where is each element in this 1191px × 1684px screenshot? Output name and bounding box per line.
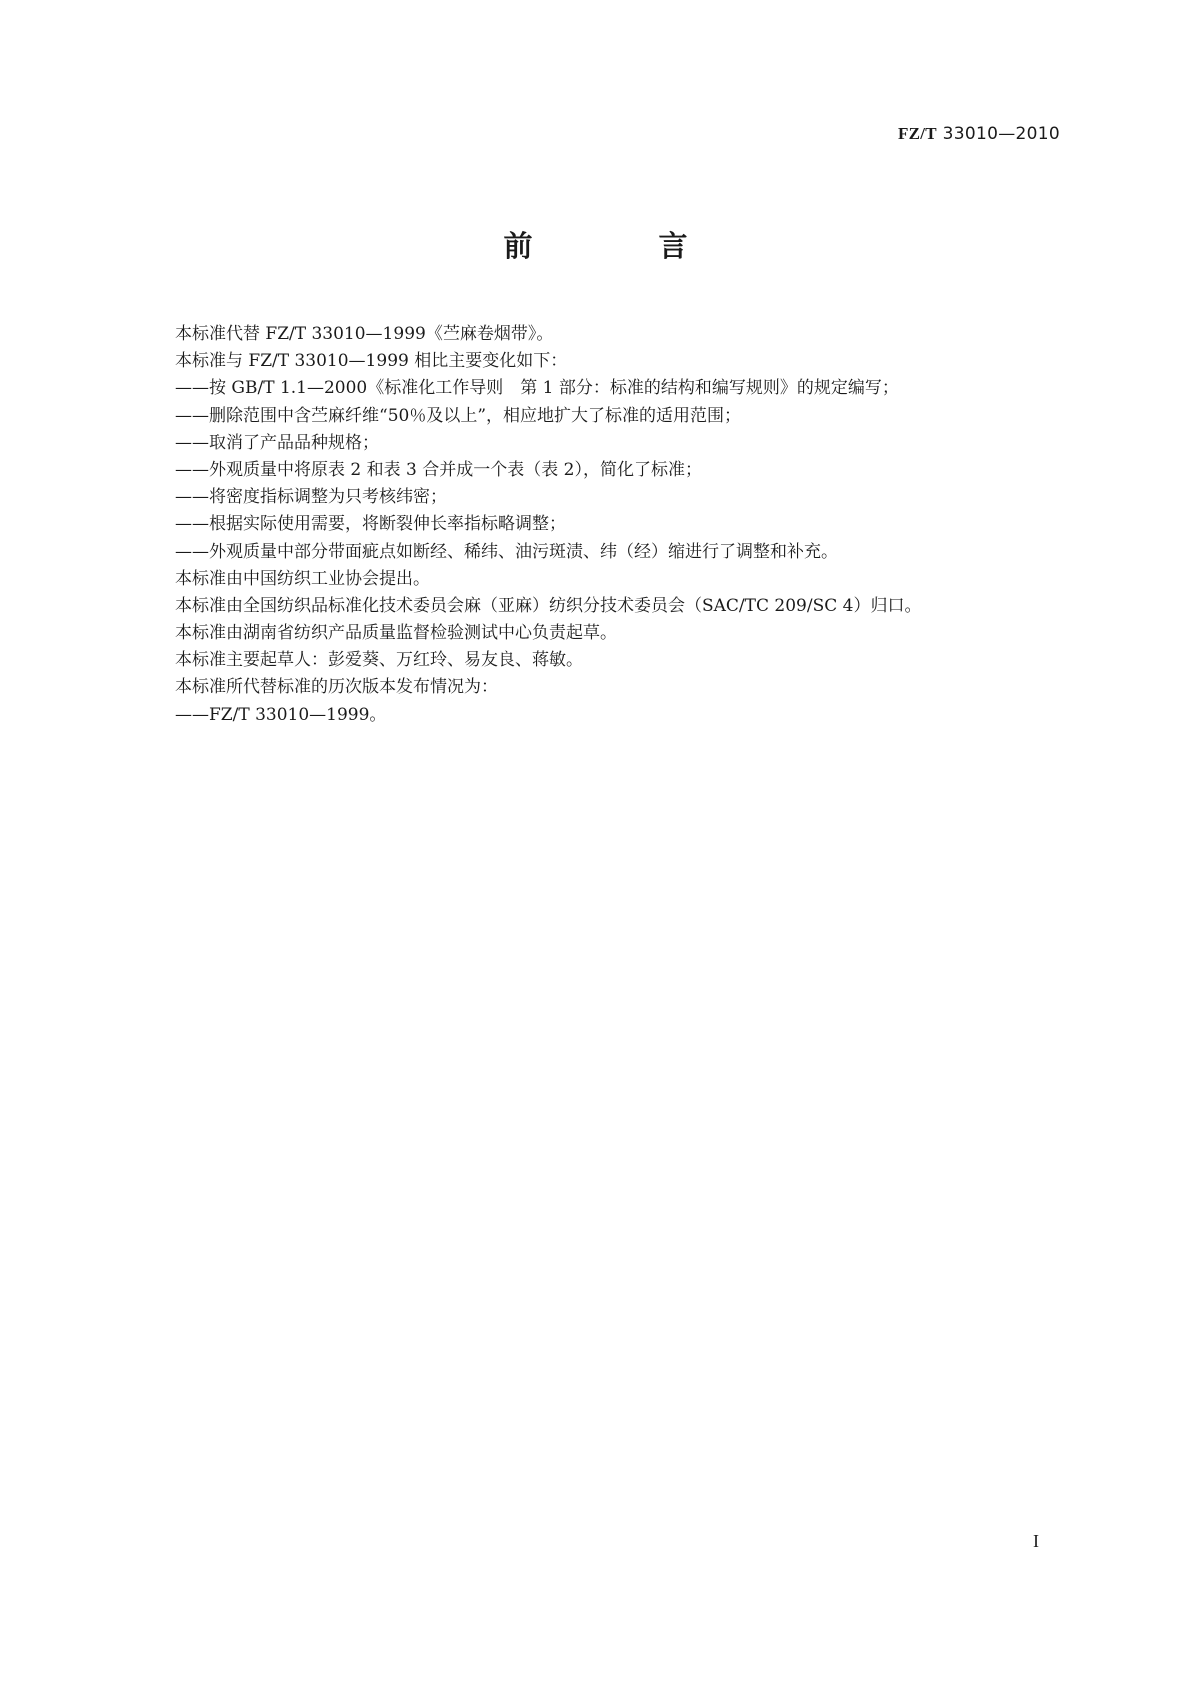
foreword-line: ——外观质量中部分带面疵点如断经、稀纬、油污斑渍、纬（经）缩进行了调整和补充。 — [175, 541, 838, 562]
standard-code-number: 33010—2010 — [942, 124, 1060, 144]
foreword-body — [175, 321, 1075, 729]
foreword-line: 本标准与 FZ/T 33010—1999 相比主要变化如下： — [175, 351, 568, 372]
foreword-line: 本标准所代替标准的历次版本发布情况为： — [175, 677, 498, 698]
foreword-line: ——按 GB/T 1.1—2000《标准化工作导则 第 1 部分：标准的结构和编写规则》的规定编写； — [175, 378, 899, 399]
foreword-line: ——根据实际使用需要，将断裂伸长率指标略调整； — [175, 514, 566, 535]
foreword-line: ——将密度指标调整为只考核纬密； — [175, 487, 447, 508]
foreword-line: 本标准代替 FZ/T 33010—1999《苎麻卷烟带》。 — [175, 324, 554, 344]
foreword-line: 本标准主要起草人：彭爱葵、万红玲、易友良、蒋敏。 — [175, 650, 583, 671]
foreword-line: ——外观质量中将原表 2 和表 3 合并成一个表（表 2），简化了标准； — [175, 459, 702, 480]
foreword-line: 本标准由中国纺织工业协会提出。 — [175, 568, 430, 589]
foreword-line: ——取消了产品品种规格； — [175, 432, 379, 453]
foreword-line: ——FZ/T 33010—1999。 — [175, 704, 387, 725]
foreword-line: ——删除范围中含苎麻纤维“50％及以上”，相应地扩大了标准的适用范围； — [175, 405, 742, 426]
foreword-line: 本标准由全国纺织品标准化技术委员会麻（亚麻）纺织分技术委员会（SAC/TC 209/SC 4）归口。 — [175, 595, 922, 616]
foreword-line: 本标准由湖南省纺织产品质量监督检验测试中心负责起草。 — [175, 623, 617, 644]
page-number: I — [1033, 1531, 1039, 1551]
standard-code-prefix: FZ/T — [897, 124, 937, 143]
standard-code-header — [898, 124, 1060, 144]
section-title: 前 言 — [503, 229, 746, 263]
